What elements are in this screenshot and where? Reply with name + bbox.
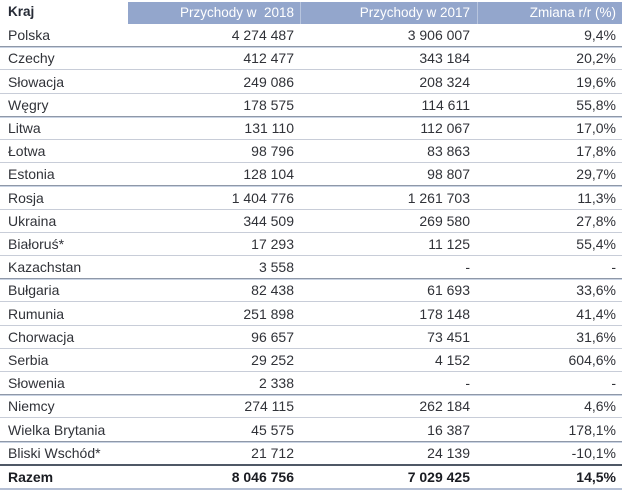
revenue-2018-cell: 3 558 [258, 259, 294, 276]
country-cell: Białoruś* [8, 235, 65, 252]
revenue-2018-cell: 17 293 [251, 235, 294, 252]
change-yoy-cell: 33,6% [576, 282, 616, 299]
revenue-2018-cell: 82 438 [251, 282, 294, 299]
table-row [0, 209, 622, 232]
country-cell: Rumunia [8, 305, 65, 322]
country-cell: Wielka Brytania [8, 421, 106, 438]
revenue-2017-cell: 11 125 [428, 235, 470, 252]
change-yoy-cell: 27,8% [576, 212, 616, 229]
revenue-2017-cell: 1 261 703 [407, 189, 470, 206]
country-cell: Bliski Wschód* [8, 444, 101, 461]
country-cell: Bułgaria [8, 282, 60, 299]
revenue-2018-cell: 45 575 [251, 421, 294, 438]
revenue-2017-cell: 24 139 [427, 444, 470, 461]
table-row [0, 69, 622, 92]
change-yoy-cell: 178,1% [568, 421, 616, 438]
change-yoy-cell: 9,4% [584, 27, 616, 44]
change-yoy-cell: - [611, 375, 616, 392]
change-yoy-cell: 55,4% [576, 235, 616, 252]
country-cell: Łotwa [8, 143, 46, 160]
table-row [0, 139, 622, 162]
country-cell: Ukraina [8, 212, 57, 229]
country-cell: Litwa [8, 119, 41, 136]
table-row [0, 301, 622, 324]
table-row [0, 441, 622, 464]
change-yoy-cell: 55,8% [576, 96, 616, 113]
revenue-2017-cell: 16 387 [427, 421, 470, 438]
revenue-2017-cell: 3 906 007 [407, 27, 470, 44]
revenue-2018-cell: 96 657 [251, 328, 294, 345]
change-yoy-cell: 11,3% [577, 189, 616, 206]
header-row [0, 0, 622, 24]
revenue-2018-cell: 131 110 [244, 119, 294, 136]
revenue-2017-cell: 114 611 [421, 96, 470, 113]
table-row [0, 185, 622, 208]
table-row [0, 232, 622, 255]
country-cell: Polska [8, 27, 51, 44]
change-yoy-cell: 41,4% [576, 305, 616, 322]
revenue-2017-cell: 98 807 [427, 166, 470, 183]
revenue-2018-cell: 251 898 [243, 305, 294, 322]
change-yoy-cell: 17,8% [576, 143, 616, 160]
table-row [0, 348, 622, 371]
revenue-2017-cell: 178 148 [419, 305, 470, 322]
country-cell: Chorwacja [8, 328, 75, 345]
country-cell: Słowenia [8, 375, 65, 392]
country-cell: Serbia [8, 351, 49, 368]
country-cell: Rosja [8, 189, 44, 206]
revenue-2017-cell: 269 580 [419, 212, 470, 229]
revenue-2017-cell: 208 324 [419, 73, 470, 90]
country-cell: Niemcy [8, 398, 55, 415]
revenue-2017-cell: 343 184 [419, 50, 470, 67]
revenue-2018-cell: 1 404 776 [231, 189, 294, 206]
table-row [0, 278, 622, 301]
total-revenue-2018: 8 046 756 [231, 468, 294, 485]
change-yoy-cell: 29,7% [576, 166, 616, 183]
change-yoy-cell: 604,6% [568, 351, 616, 368]
total-label: Razem [8, 468, 54, 485]
table-row [0, 371, 622, 394]
revenue-2018-cell: 178 575 [243, 96, 294, 113]
total-revenue-2017: 7 029 425 [407, 468, 470, 485]
revenue-2018-cell: 249 086 [243, 73, 294, 90]
country-cell: Węgry [8, 96, 49, 113]
revenue-2017-cell: 61 693 [427, 282, 470, 299]
country-cell: Kazachstan [8, 259, 82, 276]
revenue-2017-cell: 262 184 [419, 398, 470, 415]
change-yoy-cell: 20,2% [576, 50, 616, 67]
change-yoy-cell: - [611, 259, 616, 276]
change-yoy-cell: 19,6% [576, 73, 616, 90]
change-yoy-cell: 31,6% [576, 328, 616, 345]
revenue-2018-cell: 29 252 [251, 351, 294, 368]
table-row [0, 325, 622, 348]
revenue-2018-cell: 274 115 [244, 398, 294, 415]
revenue-2017-cell: - [465, 375, 470, 392]
revenue-2017-cell: 112 067 [420, 119, 470, 136]
column-header-revenue-2018: Przychody w 2018 [128, 2, 300, 24]
revenue-2017-cell: 73 451 [427, 328, 470, 345]
column-header-country: Kraj [0, 0, 128, 24]
country-cell: Estonia [8, 166, 55, 183]
revenue-2018-cell: 128 104 [243, 166, 294, 183]
revenue-2018-cell: 344 509 [243, 212, 294, 229]
change-yoy-cell: 4,6% [584, 398, 616, 415]
total-row [0, 464, 622, 490]
table-row [0, 46, 622, 69]
revenue-2018-cell: 412 477 [243, 50, 294, 67]
revenue-2017-cell: - [465, 259, 470, 276]
table-row [0, 24, 622, 46]
change-yoy-cell: -10,1% [571, 444, 616, 461]
country-cell: Słowacja [8, 73, 65, 90]
total-change-yoy: 14,5% [576, 468, 616, 485]
table-row [0, 394, 622, 417]
revenue-2018-cell: 21 712 [251, 444, 294, 461]
table-row [0, 162, 622, 185]
table-row [0, 116, 622, 139]
table-row [0, 417, 622, 440]
column-header-revenue-2017: Przychody w 2017 [300, 2, 477, 24]
table-row [0, 255, 622, 278]
country-cell: Czechy [8, 50, 55, 67]
revenue-2018-cell: 2 338 [258, 375, 294, 392]
table-row [0, 93, 622, 116]
revenue-2018-cell: 4 274 487 [231, 27, 294, 44]
revenue-2018-cell: 98 796 [251, 143, 294, 160]
revenue-2017-cell: 4 152 [434, 351, 470, 368]
change-yoy-cell: 17,0% [576, 119, 616, 136]
column-header-change-yoy: Zmiana r/r (%) [477, 2, 622, 24]
revenue-2017-cell: 83 863 [427, 143, 470, 160]
